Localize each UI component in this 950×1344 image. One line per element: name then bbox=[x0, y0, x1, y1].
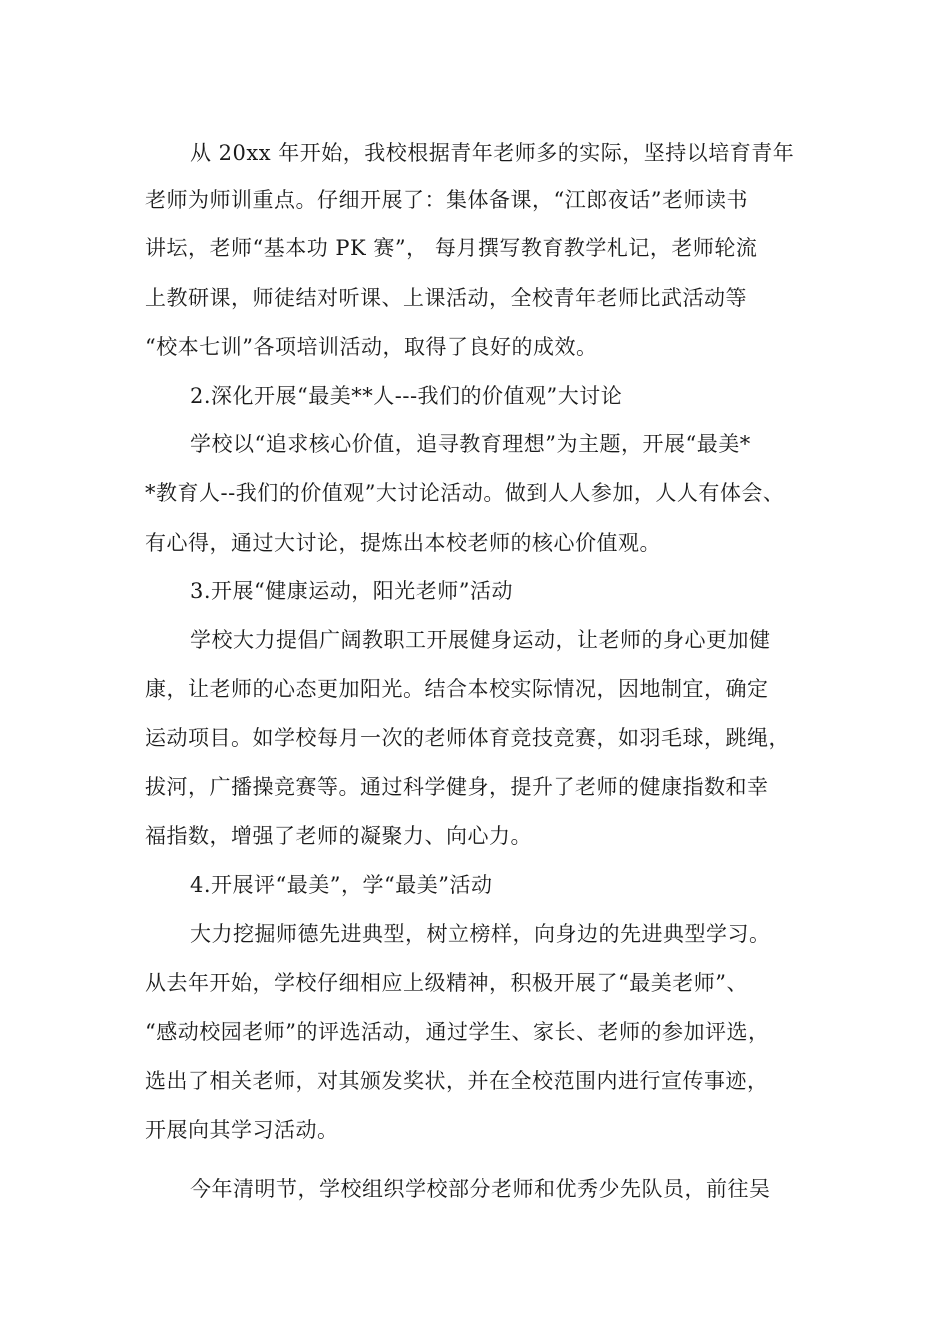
paragraph-line: “感动校园老师”的评选活动，通过学生、家长、老师的参加评选， bbox=[145, 1020, 770, 1044]
paragraph-line: 拔河，广播操竞赛等。通过科学健身，提升了老师的健康指数和幸 bbox=[145, 775, 769, 799]
paragraph-line: 老师为师训重点。仔细开展了：集体备课，“江郎夜话”老师读书 bbox=[145, 188, 748, 212]
paragraph-line: 从去年开始，学校仔细相应上级精神，积极开展了“最美老师”、 bbox=[145, 971, 748, 995]
section-heading: 3.开展“健康运动，阳光老师”活动 bbox=[190, 579, 514, 603]
paragraph-line: 学校大力提倡广阔教职工开展健身运动，让老师的身心更加健 bbox=[190, 628, 771, 652]
paragraph-line: *教育人--我们的价值观”大讨论活动。做到人人参加，人人有体会、 bbox=[145, 481, 785, 505]
paragraph-line: 大力挖掘师德先进典型，树立榜样，向身边的先进典型学习。 bbox=[190, 922, 771, 946]
section-heading: 2.深化开展“最美**人---我们的价值观”大讨论 bbox=[190, 384, 623, 408]
paragraph-line: 福指数，增强了老师的凝聚力、向心力。 bbox=[145, 824, 532, 848]
paragraph-line: 康，让老师的心态更加阳光。结合本校实际情况，因地制宜，确定 bbox=[145, 677, 769, 701]
paragraph-line: 今年清明节，学校组织学校部分老师和优秀少先队员，前往吴 bbox=[190, 1177, 771, 1201]
paragraph-line: “校本七训”各项培训活动，取得了良好的成效。 bbox=[145, 335, 598, 359]
paragraph-line: 上教研课，师徒结对听课、上课活动，全校青年老师比武活动等 bbox=[145, 286, 747, 310]
paragraph-line: 从 20xx 年开始，我校根据青年老师多的实际，坚持以培育青年 bbox=[190, 141, 795, 165]
paragraph-line: 选出了相关老师，对其颁发奖状，并在全校范围内进行宣传事迹， bbox=[145, 1069, 769, 1093]
paragraph-line: 讲坛，老师“基本功 PK 赛”， 每月撰写教育教学札记，老师轮流 bbox=[145, 236, 758, 260]
paragraph-line: 开展向其学习活动。 bbox=[145, 1118, 339, 1142]
paragraph-line: 运动项目。如学校每月一次的老师体育竞技竞赛，如羽毛球，跳绳， bbox=[145, 726, 790, 750]
paragraph-line: 学校以“追求核心价值，追寻教育理想”为主题，开展“最美* bbox=[190, 432, 751, 456]
paragraph-line: 有心得，通过大讨论，提炼出本校老师的核心价值观。 bbox=[145, 531, 661, 555]
section-heading: 4.开展评“最美”，学“最美”活动 bbox=[190, 873, 493, 897]
